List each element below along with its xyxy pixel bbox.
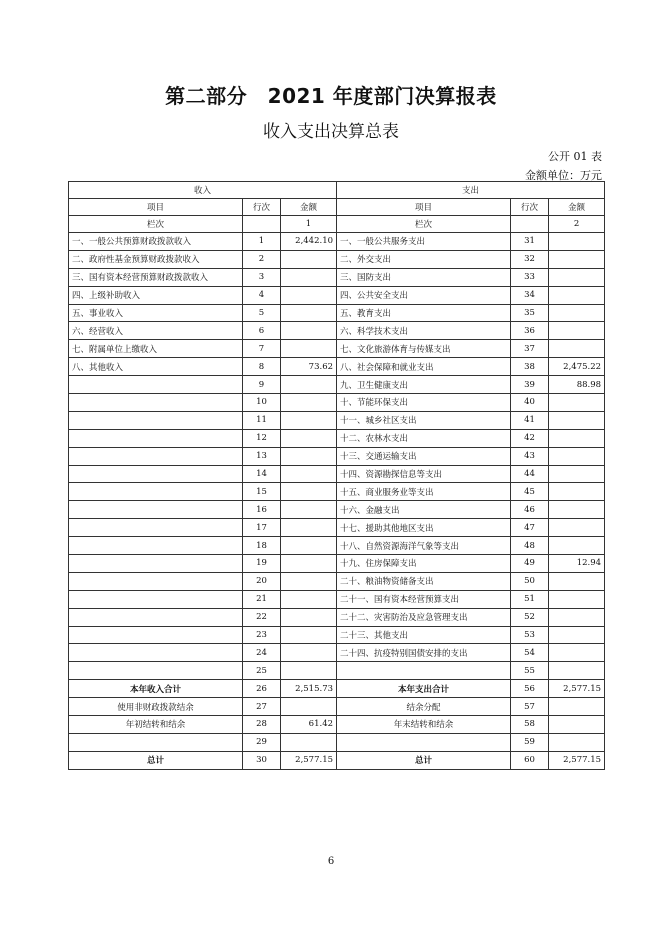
income-line-cell: 10 [243, 394, 281, 412]
income-amount-cell [281, 483, 337, 501]
expense-item-cell [337, 733, 511, 751]
income-line-cell: 4 [243, 286, 281, 304]
expense-line-cell: 58 [511, 716, 549, 734]
table-row [69, 340, 605, 358]
income-line-cell: 26 [243, 680, 281, 698]
expense-amount-cell: 2,577.15 [549, 680, 605, 698]
income-item-cell: 年初结转和结余 [69, 716, 243, 734]
income-item-cell: 本年收入合计 [69, 680, 243, 698]
income-col-label: 栏次 [69, 216, 243, 233]
expense-item-cell: 四、公共安全支出 [337, 286, 511, 304]
expense-item-cell: 七、文化旅游体育与传媒支出 [337, 340, 511, 358]
expense-line-cell: 47 [511, 519, 549, 537]
income-line-cell: 25 [243, 662, 281, 680]
expense-amount-cell [549, 590, 605, 608]
expense-item-cell: 十九、住房保障支出 [337, 555, 511, 573]
income-line-cell: 1 [243, 233, 281, 251]
income-item-cell [69, 644, 243, 662]
expense-amount-cell [549, 626, 605, 644]
income-amount-cell [281, 590, 337, 608]
expense-line-cell: 32 [511, 250, 549, 268]
income-amount-cell [281, 501, 337, 519]
income-item-cell: 五、事业收入 [69, 304, 243, 322]
table-row [69, 572, 605, 590]
expense-col-index: 2 [549, 216, 605, 233]
expense-amount-cell [549, 501, 605, 519]
income-item-cell: 三、国有资本经营预算财政拨款收入 [69, 268, 243, 286]
expense-amount-cell [549, 733, 605, 751]
income-item-cell [69, 590, 243, 608]
income-line-cell: 21 [243, 590, 281, 608]
expense-item-cell: 本年支出合计 [337, 680, 511, 698]
expense-item-cell: 十六、金融支出 [337, 501, 511, 519]
income-item-cell: 七、附属单位上缴收入 [69, 340, 243, 358]
income-amount-cell [281, 733, 337, 751]
table-row [69, 519, 605, 537]
income-item-cell [69, 429, 243, 447]
table-row [69, 394, 605, 412]
income-col-index: 1 [281, 216, 337, 233]
income-item-cell [69, 501, 243, 519]
income-amount-cell: 61.42 [281, 716, 337, 734]
income-expense-table [68, 181, 605, 770]
expense-amount-cell [549, 483, 605, 501]
income-item-cell [69, 411, 243, 429]
expense-line-cell: 57 [511, 698, 549, 716]
expense-line-cell: 46 [511, 501, 549, 519]
income-item-cell [69, 465, 243, 483]
income-item-cell: 四、上级补助收入 [69, 286, 243, 304]
expense-amount-cell [549, 519, 605, 537]
expense-line-cell: 43 [511, 447, 549, 465]
table-row [69, 286, 605, 304]
income-line-header: 行次 [243, 199, 281, 216]
income-amount-cell [281, 465, 337, 483]
income-item-cell [69, 662, 243, 680]
income-item-cell: 二、政府性基金预算财政拨款收入 [69, 250, 243, 268]
income-amount-cell [281, 376, 337, 394]
income-item-cell [69, 519, 243, 537]
income-item-cell [69, 733, 243, 751]
income-amount-cell [281, 644, 337, 662]
table-code: 公开 01 表 [548, 150, 602, 163]
income-amount-cell [281, 394, 337, 412]
table-row [69, 304, 605, 322]
income-amount-cell: 73.62 [281, 358, 337, 376]
table-row [69, 733, 605, 751]
income-line-cell: 2 [243, 250, 281, 268]
table-row [69, 662, 605, 680]
income-amount-cell [281, 340, 337, 358]
income-amount-cell: 2,442.10 [281, 233, 337, 251]
table-row [69, 608, 605, 626]
expense-amount-cell [549, 716, 605, 734]
income-item-cell [69, 555, 243, 573]
expense-amount-cell [549, 662, 605, 680]
expense-line-cell: 45 [511, 483, 549, 501]
table-row [69, 250, 605, 268]
income-line-cell: 12 [243, 429, 281, 447]
income-item-cell [69, 626, 243, 644]
expense-amount-cell: 12.94 [549, 555, 605, 573]
table-row [69, 680, 605, 698]
income-line-cell: 6 [243, 322, 281, 340]
expense-line-cell: 38 [511, 358, 549, 376]
expense-section-header: 支出 [337, 182, 605, 199]
table-row [69, 483, 605, 501]
income-line-cell: 14 [243, 465, 281, 483]
expense-line-cell: 36 [511, 322, 549, 340]
income-amount-cell [281, 572, 337, 590]
expense-amount-cell [549, 429, 605, 447]
income-amount-cell [281, 537, 337, 555]
expense-col-label: 栏次 [337, 216, 511, 233]
column-header-row [69, 199, 605, 216]
income-amount-cell [281, 626, 337, 644]
expense-line-cell: 50 [511, 572, 549, 590]
expense-item-cell: 二十四、抗疫特别国债安排的支出 [337, 644, 511, 662]
table-row [69, 447, 605, 465]
page-number: 6 [327, 856, 335, 867]
expense-item-cell: 十四、资源勘探信息等支出 [337, 465, 511, 483]
income-line-cell: 30 [243, 751, 281, 769]
expense-line-cell: 33 [511, 268, 549, 286]
expense-line-cell: 31 [511, 233, 549, 251]
table-row [69, 537, 605, 555]
income-amount-cell [281, 286, 337, 304]
income-line-cell: 15 [243, 483, 281, 501]
expense-item-cell: 六、科学技术支出 [337, 322, 511, 340]
income-line-cell: 19 [243, 555, 281, 573]
expense-item-cell: 二、外交支出 [337, 250, 511, 268]
expense-item-cell: 总计 [337, 751, 511, 769]
expense-line-cell: 53 [511, 626, 549, 644]
expense-amount-cell [549, 322, 605, 340]
expense-line-cell: 37 [511, 340, 549, 358]
income-line-cell: 16 [243, 501, 281, 519]
income-item-cell [69, 572, 243, 590]
income-amount-cell [281, 519, 337, 537]
income-item-cell [69, 447, 243, 465]
income-line-cell: 11 [243, 411, 281, 429]
expense-line-cell: 59 [511, 733, 549, 751]
expense-item-cell: 十五、商业服务业等支出 [337, 483, 511, 501]
income-item-cell: 八、其他收入 [69, 358, 243, 376]
expense-item-cell: 十一、城乡社区支出 [337, 411, 511, 429]
expense-line-cell: 60 [511, 751, 549, 769]
expense-item-cell: 九、卫生健康支出 [337, 376, 511, 394]
expense-item-cell: 五、教育支出 [337, 304, 511, 322]
income-item-cell [69, 537, 243, 555]
income-line-cell: 28 [243, 716, 281, 734]
expense-item-cell: 一、一般公共服务支出 [337, 233, 511, 251]
income-section-header: 收入 [69, 182, 337, 199]
income-amount-cell [281, 411, 337, 429]
expense-line-cell: 41 [511, 411, 549, 429]
income-line-cell: 8 [243, 358, 281, 376]
income-item-cell [69, 394, 243, 412]
expense-line-index [511, 216, 549, 233]
expense-line-cell: 52 [511, 608, 549, 626]
income-line-cell: 5 [243, 304, 281, 322]
income-line-cell: 3 [243, 268, 281, 286]
expense-item-cell: 三、国防支出 [337, 268, 511, 286]
table-subtitle: 收入支出决算总表 [263, 122, 399, 142]
table-row [69, 716, 605, 734]
expense-amount-cell [549, 394, 605, 412]
expense-amount-cell [549, 250, 605, 268]
table-row [69, 411, 605, 429]
table-row [69, 644, 605, 662]
section-header-row [69, 182, 605, 199]
expense-amount-cell [549, 304, 605, 322]
income-line-cell: 13 [243, 447, 281, 465]
expense-item-cell: 结余分配 [337, 698, 511, 716]
income-line-cell: 27 [243, 698, 281, 716]
expense-item-cell [337, 662, 511, 680]
income-line-cell: 23 [243, 626, 281, 644]
expense-line-header: 行次 [511, 199, 549, 216]
expense-line-cell: 44 [511, 465, 549, 483]
expense-amount-cell [549, 465, 605, 483]
table-row [69, 626, 605, 644]
income-line-cell: 20 [243, 572, 281, 590]
expense-item-cell: 八、社会保障和就业支出 [337, 358, 511, 376]
column-index-row [69, 216, 605, 233]
table-row [69, 501, 605, 519]
income-item-cell: 使用非财政拨款结余 [69, 698, 243, 716]
expense-item-cell: 十七、援助其他地区支出 [337, 519, 511, 537]
table-row [69, 322, 605, 340]
expense-item-cell: 年末结转和结余 [337, 716, 511, 734]
table-row [69, 233, 605, 251]
income-amount-cell [281, 608, 337, 626]
expense-amount-cell: 2,475.22 [549, 358, 605, 376]
income-amount-cell [281, 429, 337, 447]
income-item-cell [69, 483, 243, 501]
income-amount-cell: 2,577.15 [281, 751, 337, 769]
table-row [69, 465, 605, 483]
amount-unit: 金额单位：万元 [525, 169, 602, 182]
expense-item-cell: 二十一、国有资本经营预算支出 [337, 590, 511, 608]
income-amount-cell [281, 322, 337, 340]
income-line-index [243, 216, 281, 233]
table-row [69, 555, 605, 573]
expense-item-cell: 二十三、其他支出 [337, 626, 511, 644]
income-line-cell: 24 [243, 644, 281, 662]
table-row [69, 429, 605, 447]
expense-line-cell: 48 [511, 537, 549, 555]
table-row [69, 358, 605, 376]
income-amount-header: 金额 [281, 199, 337, 216]
income-line-cell: 7 [243, 340, 281, 358]
expense-amount-cell: 2,577.15 [549, 751, 605, 769]
expense-line-cell: 54 [511, 644, 549, 662]
expense-line-cell: 56 [511, 680, 549, 698]
expense-amount-cell [549, 572, 605, 590]
income-amount-cell [281, 268, 337, 286]
table-row [69, 698, 605, 716]
expense-line-cell: 34 [511, 286, 549, 304]
expense-item-cell: 十二、农林水支出 [337, 429, 511, 447]
table-row [69, 268, 605, 286]
income-line-cell: 29 [243, 733, 281, 751]
income-item-cell: 总计 [69, 751, 243, 769]
expense-amount-cell: 88.98 [549, 376, 605, 394]
expense-amount-cell [549, 608, 605, 626]
table-row [69, 751, 605, 769]
income-line-cell: 17 [243, 519, 281, 537]
income-amount-cell: 2,515.73 [281, 680, 337, 698]
income-amount-cell [281, 250, 337, 268]
expense-amount-cell [549, 447, 605, 465]
expense-amount-cell [549, 411, 605, 429]
expense-amount-header: 金额 [549, 199, 605, 216]
income-line-cell: 22 [243, 608, 281, 626]
expense-amount-cell [549, 286, 605, 304]
income-item-cell: 一、一般公共预算财政拨款收入 [69, 233, 243, 251]
income-amount-cell [281, 447, 337, 465]
expense-item-cell: 十、节能环保支出 [337, 394, 511, 412]
income-item-cell: 六、经营收入 [69, 322, 243, 340]
expense-line-cell: 49 [511, 555, 549, 573]
table-row [69, 590, 605, 608]
expense-line-cell: 51 [511, 590, 549, 608]
expense-amount-cell [549, 644, 605, 662]
expense-line-cell: 42 [511, 429, 549, 447]
income-amount-cell [281, 555, 337, 573]
income-amount-cell [281, 304, 337, 322]
expense-line-cell: 40 [511, 394, 549, 412]
income-line-cell: 9 [243, 376, 281, 394]
expense-amount-cell [549, 698, 605, 716]
expense-item-cell: 二十、粮油物资储备支出 [337, 572, 511, 590]
expense-item-header: 项目 [337, 199, 511, 216]
income-amount-cell [281, 662, 337, 680]
income-item-cell [69, 608, 243, 626]
expense-line-cell: 39 [511, 376, 549, 394]
expense-amount-cell [549, 268, 605, 286]
income-item-cell [69, 376, 243, 394]
income-line-cell: 18 [243, 537, 281, 555]
expense-item-cell: 十三、交通运输支出 [337, 447, 511, 465]
income-amount-cell [281, 698, 337, 716]
expense-item-cell: 十八、自然资源海洋气象等支出 [337, 537, 511, 555]
page-title: 第二部分 2021 年度部门决算报表 [165, 84, 497, 108]
expense-amount-cell [549, 233, 605, 251]
expense-amount-cell [549, 537, 605, 555]
expense-amount-cell [549, 340, 605, 358]
expense-item-cell: 二十二、灾害防治及应急管理支出 [337, 608, 511, 626]
income-item-header: 项目 [69, 199, 243, 216]
table-row [69, 376, 605, 394]
expense-line-cell: 35 [511, 304, 549, 322]
expense-line-cell: 55 [511, 662, 549, 680]
